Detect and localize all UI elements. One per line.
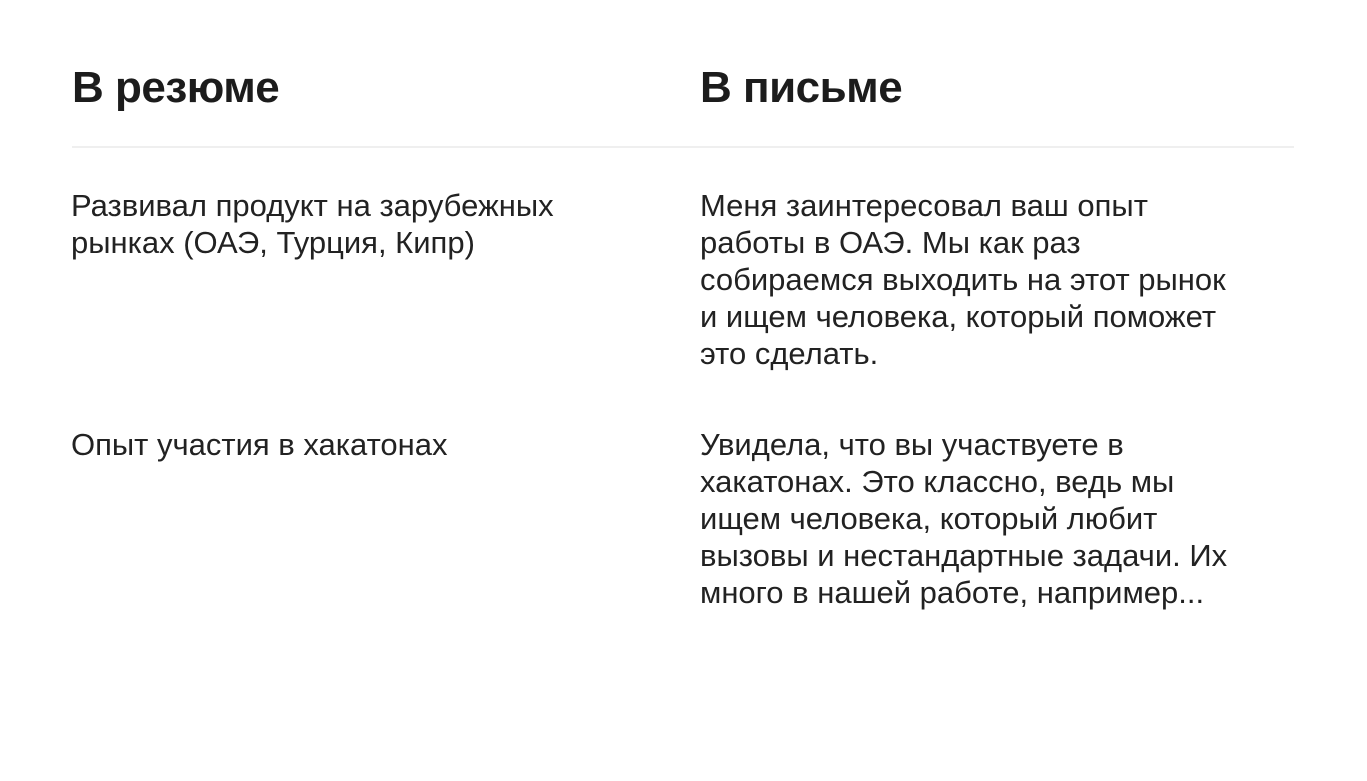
letter-column-title: В письме — [700, 63, 903, 112]
resume-column-title: В резюме — [72, 63, 280, 112]
resume-item-1: Развивал продукт на зарубежных рынках (ОАЭ, Турция, Кипр) — [71, 188, 554, 260]
letter-item-2: Увидела, что вы участвуете в хакатонах. Это классно, ведь мы ищем человека, который любит вызовы и нестандартные задачи. Их много в нашей работе, например... — [700, 427, 1228, 610]
letter-item-1: Меня заинтересовал ваш опыт работы в ОАЭ. Мы как раз собираемся выходить на этот рынок и ищем человека, который поможет это сделать. — [700, 188, 1226, 371]
header-divider — [72, 146, 1294, 148]
resume-item-2: Опыт участия в хакатонах — [71, 427, 448, 462]
